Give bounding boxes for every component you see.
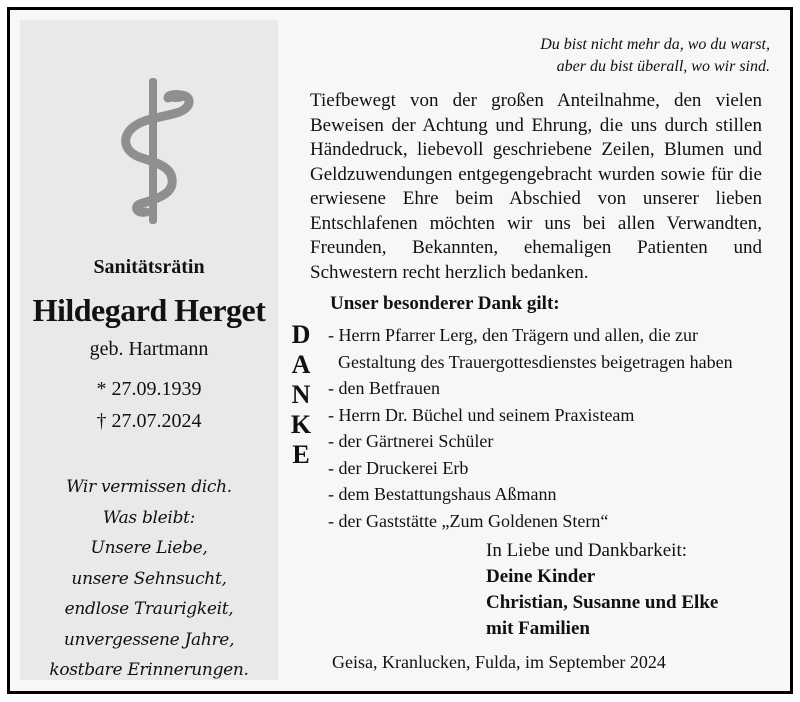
born-name: geb. Hartmann bbox=[89, 338, 209, 360]
list-item: - der Druckerei Erb bbox=[328, 457, 469, 478]
danke-letter: N bbox=[291, 380, 311, 409]
deceased-name: Hildegard Herget bbox=[32, 292, 266, 328]
epigraph-quote bbox=[540, 34, 770, 78]
list-item: - Herrn Pfarrer Lerg, den Trägern und allen, die zur bbox=[328, 325, 699, 345]
quote-line: Du bist nicht mehr da, wo du warst, bbox=[540, 36, 770, 53]
danke-letter: K bbox=[290, 410, 312, 439]
closing-line: Deine Kinder bbox=[486, 566, 596, 587]
closing-line: mit Familien bbox=[486, 618, 590, 639]
obituary-card bbox=[7, 7, 793, 694]
list-item: - den Betfrauen bbox=[328, 378, 440, 398]
poem-line: endlose Traurigkeit, bbox=[64, 599, 234, 619]
death-date: † 27.07.2024 bbox=[96, 410, 202, 432]
thanks-heading: Unser besonderer Dank gilt: bbox=[330, 293, 560, 314]
danke-letter: E bbox=[292, 440, 310, 469]
place-date: Geisa, Kranlucken, Fulda, im September 2024 bbox=[332, 652, 666, 672]
list-item: - der Gärtnerei Schüler bbox=[328, 431, 494, 451]
thanks-list bbox=[328, 322, 778, 534]
caduceus-icon bbox=[108, 76, 198, 226]
closing-line: Christian, Susanne und Elke bbox=[486, 592, 719, 613]
poem-line: unvergessene Jahre, bbox=[63, 629, 235, 650]
danke-letter: D bbox=[291, 320, 311, 349]
closing-signature bbox=[486, 538, 718, 642]
birth-date: * 27.09.1939 bbox=[96, 378, 202, 400]
list-item: - dem Bestattungshaus Aßmann bbox=[328, 484, 557, 504]
thanks-paragraph: Tiefbewegt von der großen Anteilnahme, den vielen Beweisen der Achtung und Ehrung, die uns durch stillen Händedruck, liebevoll geschriebene Zeilen, Blumen und Geldzuwendungen entgegengebracht wurden sowie für die erwiesene Ehre beim Abschied von unserer lieben Entschlafenen möchten wir uns bei allen Verwandten, Freunden, Bekannten, ehemaligen Patienten und Schwestern recht herzlich bedanken. bbox=[310, 90, 762, 283]
quote-line: aber du bist überall, wo wir sind. bbox=[556, 58, 770, 75]
danke-letter: A bbox=[291, 350, 311, 379]
list-item: - der Gaststätte „Zum Goldenen Stern“ bbox=[328, 510, 609, 531]
danke-letters bbox=[286, 318, 316, 468]
poem bbox=[20, 472, 278, 686]
poem-line: unsere Sehnsucht, bbox=[71, 568, 227, 589]
left-panel bbox=[20, 20, 278, 680]
deceased-title: Sanitätsrätin bbox=[93, 256, 205, 278]
poem-line: Unsere Liebe, bbox=[90, 538, 208, 558]
poem-line: kostbare Erinnerungen. bbox=[49, 660, 249, 680]
list-item: - Herrn Dr. Büchel und seinem Praxisteam bbox=[328, 404, 635, 425]
poem-line: Was bleibt: bbox=[102, 507, 196, 528]
poem-line: Wir vermissen dich. bbox=[66, 477, 232, 497]
list-item: Gestaltung des Trauergottesdienstes beigetragen haben bbox=[338, 351, 733, 372]
closing-intro: In Liebe und Dankbarkeit: bbox=[486, 540, 688, 561]
